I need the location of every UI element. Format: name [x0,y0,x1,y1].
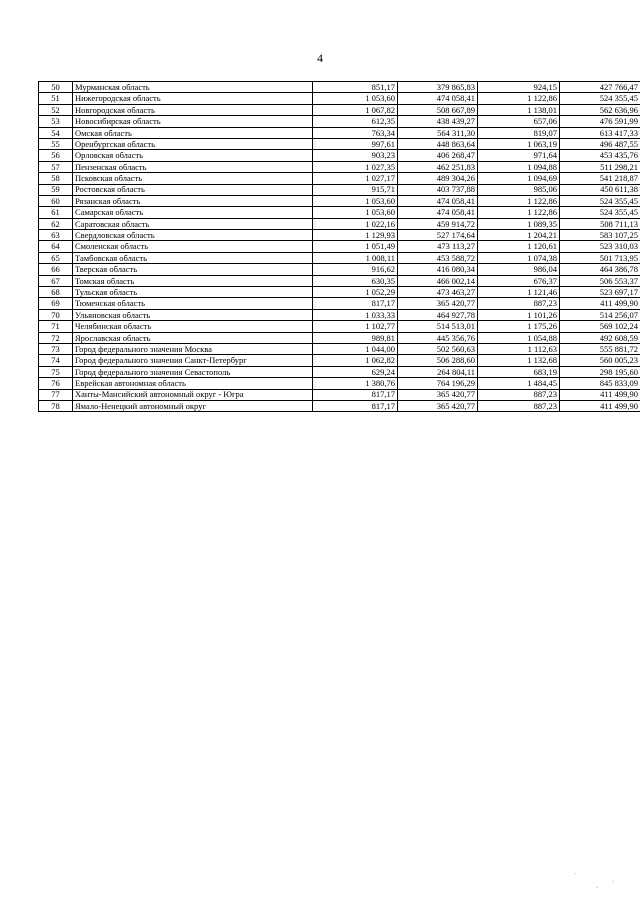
value-cell-1: 1 027,35 [313,161,398,172]
table-body [39,82,640,412]
value-cell-3: 1 063,19 [478,138,560,149]
table-row [39,127,640,138]
value-cell-3: 986,04 [478,264,560,275]
value-cell-1: 1 051,49 [313,241,398,252]
table-row [39,400,640,411]
row-number-cell: 59 [39,184,73,195]
region-name-cell: Свердловская область [73,230,313,241]
region-name-cell: Нижегородская область [73,93,313,104]
value-cell-4: 464 386,78 [560,264,640,275]
value-cell-1: 817,17 [313,400,398,411]
region-name-cell: Орловская область [73,150,313,161]
value-cell-1: 1 027,17 [313,173,398,184]
table-row [39,195,640,206]
value-cell-4: 508 711,13 [560,218,640,229]
value-cell-1: 903,23 [313,150,398,161]
row-number-cell: 73 [39,343,73,354]
region-name-cell: Рязанская область [73,195,313,206]
value-cell-1: 1 053,60 [313,93,398,104]
region-name-cell: Ульяновская область [73,309,313,320]
value-cell-3: 683,19 [478,366,560,377]
value-cell-4: 411 499,90 [560,400,640,411]
value-cell-4: 411 499,90 [560,298,640,309]
table-row [39,343,640,354]
value-cell-3: 1 122,86 [478,195,560,206]
table-row [39,116,640,127]
row-number-cell: 72 [39,332,73,343]
value-cell-1: 1 022,16 [313,218,398,229]
table-row [39,389,640,400]
value-cell-2: 453 588,72 [398,252,478,263]
table-row [39,241,640,252]
value-cell-4: 523 697,17 [560,287,640,298]
value-cell-2: 564 311,30 [398,127,478,138]
value-cell-3: 657,06 [478,116,560,127]
value-cell-3: 676,37 [478,275,560,286]
value-cell-4: 613 417,33 [560,127,640,138]
value-cell-3: 1 175,26 [478,321,560,332]
table-row [39,366,640,377]
row-number-cell: 57 [39,161,73,172]
row-number-cell: 71 [39,321,73,332]
value-cell-3: 1 101,26 [478,309,560,320]
value-cell-4: 583 107,25 [560,230,640,241]
value-cell-2: 403 737,88 [398,184,478,195]
region-name-cell: Ярославская область [73,332,313,343]
value-cell-4: 524 355,45 [560,93,640,104]
row-number-cell: 66 [39,264,73,275]
value-cell-3: 1 138,01 [478,104,560,115]
table-row [39,230,640,241]
row-number-cell: 54 [39,127,73,138]
value-cell-4: 453 435,76 [560,150,640,161]
value-cell-3: 1 122,86 [478,207,560,218]
value-cell-1: 1 062,82 [313,355,398,366]
value-cell-3: 1 120,61 [478,241,560,252]
value-cell-2: 365 420,77 [398,389,478,400]
value-cell-3: 1 121,46 [478,287,560,298]
region-name-cell: Смоленская область [73,241,313,252]
value-cell-2: 474 058,41 [398,93,478,104]
value-cell-2: 462 251,83 [398,161,478,172]
region-name-cell: Еврейская автономная область [73,378,313,389]
row-number-cell: 60 [39,195,73,206]
value-cell-1: 630,35 [313,275,398,286]
region-name-cell: Тюменская область [73,298,313,309]
value-cell-2: 473 463,27 [398,287,478,298]
region-name-cell: Город федерального значения Санкт-Петербург [73,355,313,366]
value-cell-4: 541 218,87 [560,173,640,184]
value-cell-3: 1 074,38 [478,252,560,263]
value-cell-4: 514 256,07 [560,309,640,320]
table-row [39,150,640,161]
table-row [39,161,640,172]
table-row [39,298,640,309]
value-cell-2: 365 420,77 [398,400,478,411]
row-number-cell: 63 [39,230,73,241]
value-cell-3: 887,23 [478,389,560,400]
row-number-cell: 65 [39,252,73,263]
row-number-cell: 67 [39,275,73,286]
regions-table [38,81,640,412]
value-cell-3: 985,06 [478,184,560,195]
value-cell-3: 1 094,69 [478,173,560,184]
page-number: 4 [317,51,323,65]
value-cell-3: 971,64 [478,150,560,161]
value-cell-3: 1 112,63 [478,343,560,354]
value-cell-4: 555 881,72 [560,343,640,354]
row-number-cell: 61 [39,207,73,218]
value-cell-2: 508 667,89 [398,104,478,115]
region-name-cell: Пензенская область [73,161,313,172]
value-cell-4: 298 195,60 [560,366,640,377]
table-row [39,218,640,229]
region-name-cell: Тверская область [73,264,313,275]
value-cell-1: 817,17 [313,389,398,400]
value-cell-3: 1 089,35 [478,218,560,229]
row-number-cell: 62 [39,218,73,229]
value-cell-2: 365 420,77 [398,298,478,309]
region-name-cell: Псковская область [73,173,313,184]
region-name-cell: Ханты-Мансийский автономный округ - Югра [73,389,313,400]
row-number-cell: 68 [39,287,73,298]
region-name-cell: Новгородская область [73,104,313,115]
table-row [39,287,640,298]
value-cell-3: 1 094,88 [478,161,560,172]
value-cell-1: 997,61 [313,138,398,149]
row-number-cell: 64 [39,241,73,252]
region-name-cell: Мурманская область [73,82,313,93]
value-cell-4: 476 591,99 [560,116,640,127]
value-cell-2: 514 513,01 [398,321,478,332]
value-cell-1: 1 380,76 [313,378,398,389]
value-cell-3: 1 122,86 [478,93,560,104]
table-row [39,378,640,389]
value-cell-4: 524 355,45 [560,207,640,218]
table-row [39,264,640,275]
value-cell-4: 496 487,55 [560,138,640,149]
value-cell-2: 438 439,27 [398,116,478,127]
value-cell-1: 1 102,77 [313,321,398,332]
row-number-cell: 56 [39,150,73,161]
table-row [39,104,640,115]
value-cell-4: 524 355,45 [560,195,640,206]
row-number-cell: 78 [39,400,73,411]
value-cell-2: 445 356,76 [398,332,478,343]
value-cell-1: 1 033,33 [313,309,398,320]
value-cell-2: 448 863,64 [398,138,478,149]
value-cell-4: 569 102,24 [560,321,640,332]
table-row [39,93,640,104]
value-cell-4: 411 499,90 [560,389,640,400]
value-cell-4: 845 833,09 [560,378,640,389]
value-cell-3: 1 132,68 [478,355,560,366]
value-cell-1: 1 053,60 [313,195,398,206]
region-name-cell: Челябинская область [73,321,313,332]
table-row [39,275,640,286]
value-cell-2: 416 080,34 [398,264,478,275]
table-row [39,252,640,263]
region-name-cell: Саратовская область [73,218,313,229]
value-cell-2: 464 927,78 [398,309,478,320]
value-cell-1: 817,17 [313,298,398,309]
scan-speck: · [612,878,615,886]
value-cell-2: 489 304,26 [398,173,478,184]
value-cell-2: 506 288,60 [398,355,478,366]
value-cell-1: 1 053,60 [313,207,398,218]
value-cell-1: 1 008,11 [313,252,398,263]
value-cell-3: 1 484,45 [478,378,560,389]
table-row [39,321,640,332]
value-cell-1: 1 067,82 [313,104,398,115]
table-row [39,355,640,366]
row-number-cell: 51 [39,93,73,104]
value-cell-2: 379 865,83 [398,82,478,93]
value-cell-4: 501 713,95 [560,252,640,263]
row-number-cell: 53 [39,116,73,127]
region-name-cell: Город федерального значения Севастополь [73,366,313,377]
table-row [39,309,640,320]
region-name-cell: Томская область [73,275,313,286]
region-name-cell: Самарская область [73,207,313,218]
region-name-cell: Новосибирская область [73,116,313,127]
value-cell-2: 502 560,63 [398,343,478,354]
table-row [39,82,640,93]
value-cell-3: 887,23 [478,400,560,411]
value-cell-1: 1 129,93 [313,230,398,241]
value-cell-1: 1 044,00 [313,343,398,354]
row-number-cell: 50 [39,82,73,93]
value-cell-2: 764 196,29 [398,378,478,389]
table-row [39,184,640,195]
value-cell-4: 506 553,37 [560,275,640,286]
value-cell-1: 629,24 [313,366,398,377]
value-cell-2: 459 914,72 [398,218,478,229]
row-number-cell: 74 [39,355,73,366]
value-cell-3: 1 204,21 [478,230,560,241]
row-number-cell: 75 [39,366,73,377]
value-cell-4: 511 298,21 [560,161,640,172]
value-cell-3: 924,15 [478,82,560,93]
value-cell-4: 427 766,47 [560,82,640,93]
value-cell-1: 916,62 [313,264,398,275]
value-cell-1: 851,17 [313,82,398,93]
scan-speck: · [574,870,577,878]
value-cell-2: 473 113,27 [398,241,478,252]
value-cell-3: 819,07 [478,127,560,138]
row-number-cell: 55 [39,138,73,149]
value-cell-2: 406 268,47 [398,150,478,161]
row-number-cell: 76 [39,378,73,389]
value-cell-4: 562 636,96 [560,104,640,115]
table-row [39,173,640,184]
value-cell-4: 450 611,38 [560,184,640,195]
value-cell-3: 1 054,88 [478,332,560,343]
value-cell-4: 492 608,59 [560,332,640,343]
region-name-cell: Ямало-Ненецкий автономный округ [73,400,313,411]
value-cell-2: 466 002,14 [398,275,478,286]
scan-speck: · [596,884,599,892]
table-row [39,207,640,218]
table-row [39,138,640,149]
row-number-cell: 52 [39,104,73,115]
row-number-cell: 77 [39,389,73,400]
region-name-cell: Ростовская область [73,184,313,195]
value-cell-2: 527 174,64 [398,230,478,241]
value-cell-2: 474 058,41 [398,207,478,218]
value-cell-1: 915,71 [313,184,398,195]
value-cell-1: 612,35 [313,116,398,127]
value-cell-4: 560 005,23 [560,355,640,366]
region-name-cell: Оренбургская область [73,138,313,149]
region-name-cell: Омская область [73,127,313,138]
row-number-cell: 69 [39,298,73,309]
value-cell-4: 523 310,03 [560,241,640,252]
table-row [39,332,640,343]
region-name-cell: Тульская область [73,287,313,298]
region-name-cell: Тамбовская область [73,252,313,263]
value-cell-1: 989,81 [313,332,398,343]
value-cell-3: 887,23 [478,298,560,309]
value-cell-2: 264 804,11 [398,366,478,377]
row-number-cell: 70 [39,309,73,320]
row-number-cell: 58 [39,173,73,184]
value-cell-2: 474 058,41 [398,195,478,206]
region-name-cell: Город федерального значения Москва [73,343,313,354]
value-cell-1: 1 052,29 [313,287,398,298]
value-cell-1: 763,34 [313,127,398,138]
